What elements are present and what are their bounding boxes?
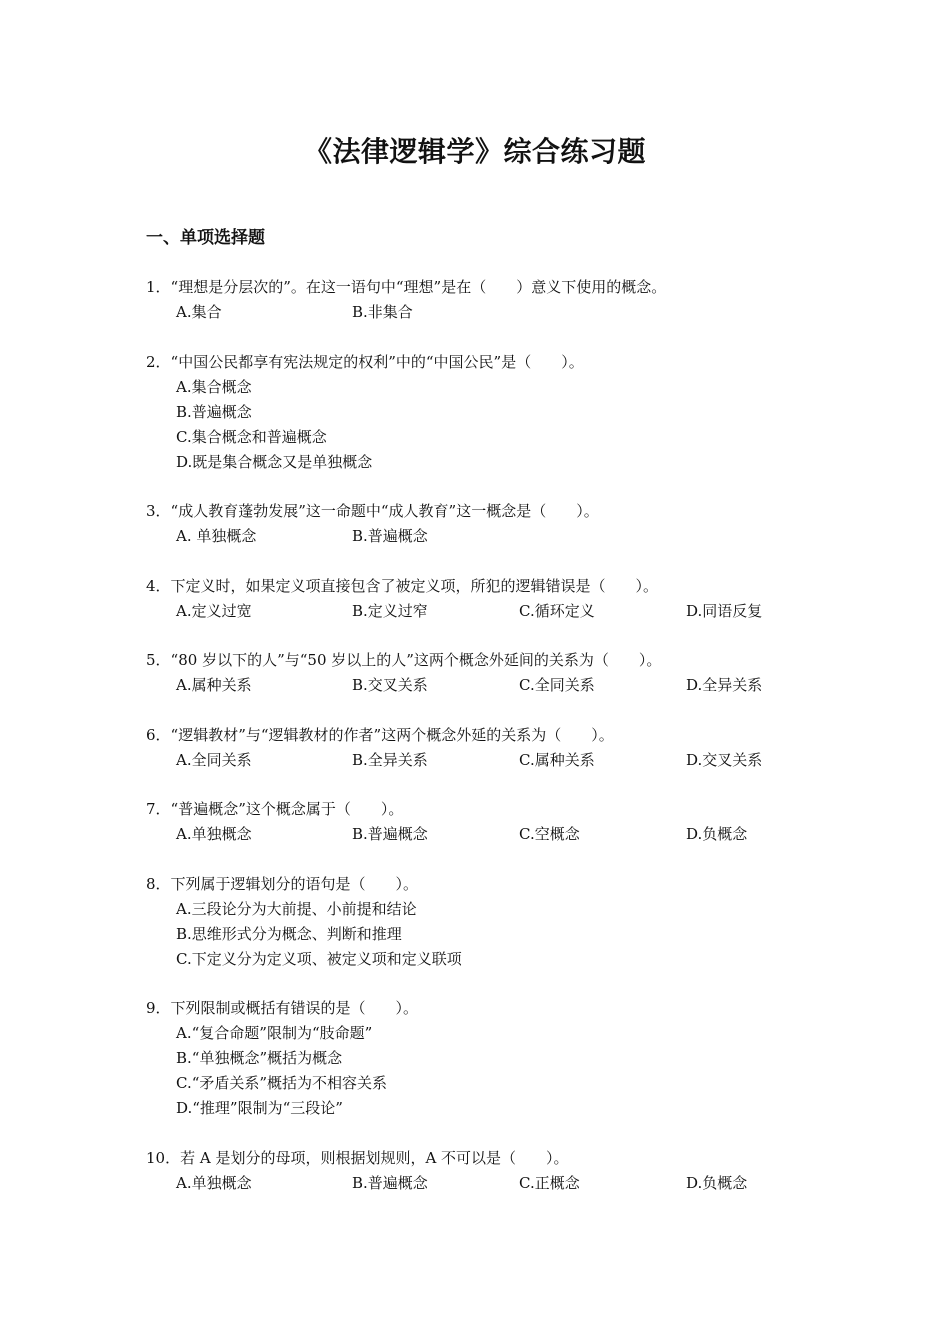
question-10	[146, 1146, 866, 1196]
option-c: C.循环定义	[519, 602, 595, 620]
option-row	[146, 524, 866, 549]
option-d: D.全异关系	[686, 676, 763, 694]
option-list	[146, 375, 866, 475]
question-4	[146, 574, 866, 624]
option-b: B.普遍概念	[176, 403, 252, 421]
question-6	[146, 723, 866, 773]
option-row	[146, 1171, 866, 1196]
option-b: B.“单独概念”概括为概念	[176, 1049, 343, 1067]
option-a: A. 单独概念	[176, 527, 257, 545]
question-1	[146, 275, 866, 325]
option-a: A.集合	[176, 303, 222, 321]
option-d: D.“推理”限制为“三段论”	[176, 1099, 343, 1117]
option-b: B.普遍概念	[352, 825, 428, 843]
question-9	[146, 996, 866, 1121]
option-c: C.属种关系	[519, 751, 595, 769]
option-a: A.“复合命题”限制为“肢命题”	[176, 1024, 373, 1042]
option-b: B.普遍概念	[352, 1174, 428, 1192]
option-c: C.集合概念和普遍概念	[176, 428, 327, 446]
option-b: B.普遍概念	[352, 527, 428, 545]
section-heading: 一、单项选择题	[146, 228, 265, 248]
option-d: D.交叉关系	[686, 751, 763, 769]
option-c: C.全同关系	[519, 676, 595, 694]
question-stem: 4．下定义时，如果定义项直接包含了被定义项，所犯的逻辑错误是（ ）。	[146, 577, 659, 595]
option-a: A.属种关系	[176, 676, 252, 694]
option-row	[146, 748, 866, 773]
option-d: D.既是集合概念又是单独概念	[176, 453, 373, 471]
option-b: B.定义过窄	[352, 602, 428, 620]
page-title: 《法律逻辑学》综合练习题	[303, 135, 646, 168]
option-a: A.集合概念	[176, 378, 252, 396]
option-list	[146, 897, 866, 972]
question-stem: 5．“80 岁以下的人”与“50 岁以上的人”这两个概念外延间的关系为（ ）。	[146, 651, 662, 669]
question-8	[146, 872, 866, 972]
option-b: B.全异关系	[352, 751, 428, 769]
option-row	[146, 300, 866, 325]
question-stem: 1．“理想是分层次的”。在这一语句中“理想”是在（ ）意义下使用的概念。	[146, 278, 667, 296]
option-a: A.单独概念	[176, 825, 252, 843]
question-stem: 10．若 A 是划分的母项，则根据划规则，A 不可以是（ ）。	[146, 1149, 569, 1167]
option-d: D.同语反复	[686, 602, 763, 620]
question-stem: 2．“中国公民都享有宪法规定的权利”中的“中国公民”是（ ）。	[146, 353, 584, 371]
option-row	[146, 599, 866, 624]
question-stem: 6．“逻辑教材”与“逻辑教材的作者”这两个概念外延的关系为（ ）。	[146, 726, 614, 744]
question-7	[146, 797, 866, 847]
option-b: B.非集合	[352, 303, 413, 321]
question-stem: 3．“成人教育蓬勃发展”这一命题中“成人教育”这一概念是（ ）。	[146, 502, 599, 520]
question-stem: 7．“普遍概念”这个概念属于（ ）。	[146, 800, 404, 818]
question-stem: 8．下列属于逻辑划分的语句是（ ）。	[146, 875, 419, 893]
question-5	[146, 648, 866, 698]
option-row	[146, 673, 866, 698]
option-row	[146, 822, 866, 847]
option-b: B.思维形式分为概念、判断和推理	[176, 925, 402, 943]
option-a: A.全同关系	[176, 751, 252, 769]
option-c: C.下定义分为定义项、被定义项和定义联项	[176, 950, 462, 968]
option-c: C.“矛盾关系”概括为不相容关系	[176, 1074, 388, 1092]
option-a: A.单独概念	[176, 1174, 252, 1192]
option-a: A.定义过宽	[176, 602, 252, 620]
option-d: D.负概念	[686, 1174, 748, 1192]
option-a: A.三段论分为大前提、小前提和结论	[176, 900, 417, 918]
question-3	[146, 499, 866, 549]
option-d: D.负概念	[686, 825, 748, 843]
option-c: C.正概念	[519, 1174, 580, 1192]
option-b: B.交叉关系	[352, 676, 428, 694]
option-c: C.空概念	[519, 825, 580, 843]
question-2	[146, 350, 866, 475]
option-list	[146, 1021, 866, 1121]
question-stem: 9．下列限制或概括有错误的是（ ）。	[146, 999, 419, 1017]
